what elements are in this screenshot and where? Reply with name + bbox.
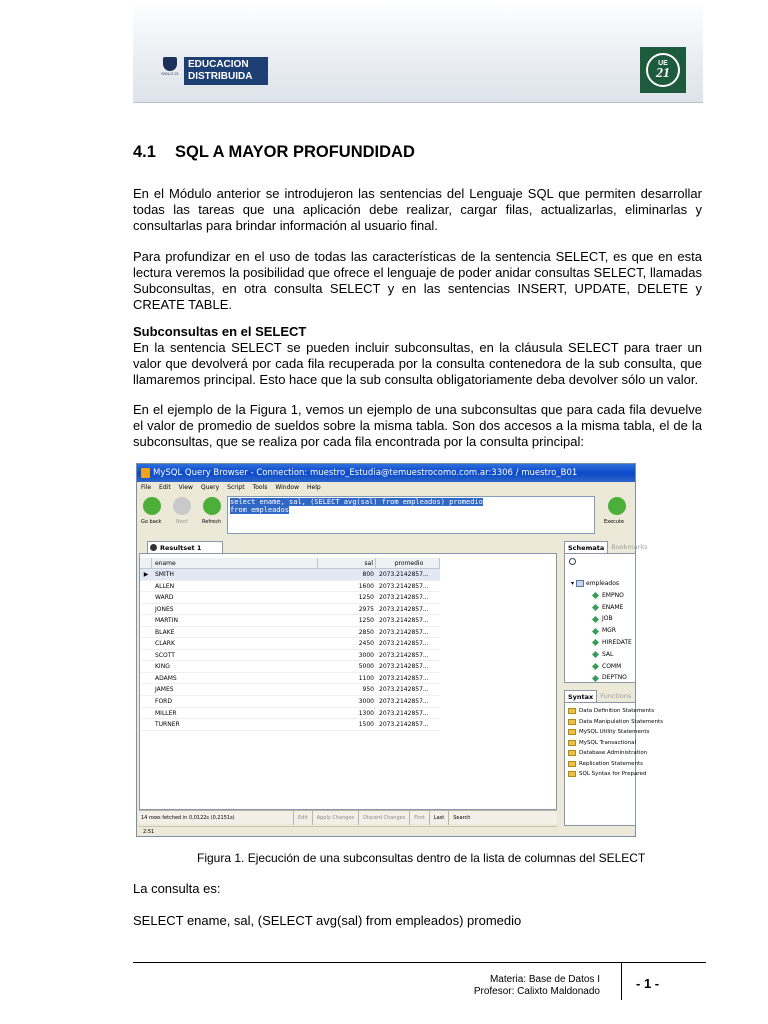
- table-row[interactable]: [140, 708, 440, 720]
- column-node[interactable]: DEPTNO: [571, 672, 632, 684]
- row-marker: ▶: [143, 571, 149, 578]
- logo-line-2: DISTRIBUIDA: [188, 71, 253, 82]
- query-editor[interactable]: [227, 496, 595, 534]
- paragraph-2: Para profundizar en el uso de todas las características de la sentencia SELECT, es que en esta lectura veremos la posibilidad que ofrece el lenguaje de poder anidar consultas SELECT, llamadas Subconsultas, en otra consulta SELECT y en las sentencias INSERT, UPDATE, DELETE y CREATE TABLE.: [133, 249, 702, 312]
- row-marker: [140, 604, 152, 615]
- menu-edit[interactable]: Edit: [159, 484, 171, 491]
- schemata-panel: [564, 553, 636, 683]
- go-back-icon[interactable]: [143, 497, 161, 515]
- tab-schemata[interactable]: Schemata: [564, 541, 608, 553]
- refresh-icon[interactable]: [203, 497, 221, 515]
- edit-button[interactable]: Edit: [293, 811, 312, 825]
- column-icon: [592, 616, 599, 623]
- table-row[interactable]: [140, 592, 440, 604]
- table-row[interactable]: [140, 673, 440, 685]
- column-icon: [592, 604, 599, 611]
- grid-rows: [140, 569, 440, 731]
- schema-tabs: [564, 541, 651, 553]
- cell-sal: 3000: [358, 698, 374, 706]
- column-ename[interactable]: ename: [152, 558, 318, 569]
- row-marker: [140, 650, 152, 661]
- folder-icon: [568, 708, 576, 714]
- cursor-position: 2:51: [139, 826, 557, 836]
- cell-promedio: 2073.2142857...: [379, 582, 429, 590]
- folder-icon: [568, 761, 576, 767]
- go-back-label: Go back: [141, 519, 162, 525]
- folder-icon: [568, 719, 576, 725]
- row-marker: [140, 719, 152, 730]
- cell-sal: 950: [362, 686, 374, 694]
- column-icon: [592, 675, 599, 682]
- cell-promedio: 2073.2142857...: [379, 605, 429, 613]
- cell-promedio: 2073.2142857...: [379, 721, 429, 729]
- rows-fetched-status: 14 rows fetched in 0,0122s (0,2151s): [141, 814, 235, 821]
- menu-window[interactable]: Window: [275, 484, 300, 491]
- syntax-panel: [564, 702, 663, 826]
- cell-ename: ADAMS: [155, 674, 177, 682]
- column-node[interactable]: COMM: [571, 661, 632, 673]
- cell-sal: 1600: [358, 582, 374, 590]
- cell-sal: 800: [362, 571, 374, 578]
- table-row[interactable]: [140, 684, 440, 696]
- cell-sal: 2850: [358, 628, 374, 636]
- subconsultas-heading: Subconsultas en el SELECT: [133, 324, 307, 339]
- table-icon: [576, 580, 584, 587]
- ue21-logo: UE 21: [640, 47, 686, 93]
- table-row[interactable]: [140, 569, 440, 581]
- cell-promedio: 2073.2142857...: [379, 686, 429, 694]
- window-titlebar: [137, 464, 635, 482]
- cell-ename: MILLER: [155, 709, 177, 717]
- cell-promedio: 2073.2142857...: [379, 594, 429, 602]
- page-header-band: [133, 0, 703, 103]
- page-number: - 1 -: [636, 976, 660, 991]
- figure-screenshot: [136, 463, 663, 837]
- folder-icon: [568, 729, 576, 735]
- cell-promedio: 2073.2142857...: [379, 698, 429, 706]
- syntax-item[interactable]: Data Definition Statements: [565, 706, 635, 717]
- paragraph-3: [133, 324, 702, 388]
- section-title-text: SQL A MAYOR PROFUNDIDAD: [175, 143, 415, 161]
- cell-promedio: 2073.2142857...: [379, 709, 429, 717]
- row-marker: [140, 627, 152, 638]
- menubar: [137, 482, 635, 494]
- row-marker: [140, 592, 152, 603]
- apply-changes-button[interactable]: Apply Changes: [312, 811, 358, 825]
- table-row[interactable]: [140, 661, 440, 673]
- menu-view[interactable]: View: [178, 484, 193, 491]
- paragraph-3-text: En la sentencia SELECT se pueden incluir subconsultas, en la cláusula SELECT para traer un valor que devolverá por cada fila recuperada por la consulta contenedora de la sub consulta, que llamaremos principal. Esto hace que la sub consulta obligatoriamente deba devolver sólo un valor.: [133, 340, 702, 387]
- row-marker: [140, 684, 152, 695]
- figure-caption: Figura 1. Ejecución de una subconsultas dentro de la lista de columnas del SELECT: [197, 851, 646, 865]
- cell-promedio: 2073.2142857...: [379, 617, 429, 625]
- menu-query[interactable]: Query: [200, 484, 220, 491]
- menu-help[interactable]: Help: [307, 484, 321, 491]
- row-marker: [140, 615, 152, 626]
- logo-line-1: EDUCACION: [188, 59, 249, 70]
- cell-sal: 5000: [358, 663, 374, 671]
- cell-ename: TURNER: [155, 721, 180, 729]
- tab-bookmarks[interactable]: Bookmarks: [611, 543, 648, 551]
- row-marker: [140, 581, 152, 592]
- column-icon: [592, 592, 599, 599]
- row-marker: [140, 708, 152, 719]
- syntax-item[interactable]: Database Administration: [565, 748, 635, 759]
- menu-tools[interactable]: Tools: [252, 484, 268, 491]
- column-sal[interactable]: sal: [318, 558, 376, 569]
- paragraph-1: En el Módulo anterior se introdujeron las sentencias del Lenguaje SQL que permiten desarrollar todas las tareas que una aplicación debe realizar, cargar filas, actualizarlas, eliminarlas y consultarlas para brindar información al usuario final.: [133, 186, 702, 233]
- execute-icon[interactable]: [608, 497, 626, 515]
- resultset-tab[interactable]: Resultset 1: [147, 541, 223, 553]
- section-title: [133, 143, 415, 162]
- result-grid: [139, 553, 557, 810]
- table-row[interactable]: [140, 638, 440, 650]
- menu-file[interactable]: File: [141, 484, 152, 491]
- table-row[interactable]: [140, 615, 440, 627]
- folder-icon: [568, 771, 576, 777]
- row-marker: [140, 696, 152, 707]
- cell-ename: SCOTT: [155, 651, 175, 659]
- paragraph-5: La consulta es:: [133, 881, 221, 896]
- first-button[interactable]: First: [409, 811, 429, 825]
- paragraph-4: En el ejemplo de la Figura 1, vemos un ejemplo de una subconsultas que para cada fila devuelve el valor de promedio de sueldos sobre la misma tabla. Son dos accesos a la misma tabla, el de la subconsultas, que se realiza por cada fila encontrada por la consulta principal:: [133, 402, 702, 449]
- table-row[interactable]: [140, 650, 440, 662]
- column-icon: [592, 651, 599, 658]
- folder-icon: [568, 740, 576, 746]
- syntax-item[interactable]: SQL Syntax for Prepared: [565, 769, 635, 780]
- table-row[interactable]: [140, 627, 440, 639]
- toolbar: [137, 494, 635, 536]
- footer-profesor: Profesor: Calixto Maldonado: [473, 986, 600, 997]
- crest-icon: SIGLO 21: [160, 57, 180, 85]
- column-icon: [592, 628, 599, 635]
- cell-sal: 1300: [358, 709, 374, 717]
- next-label: Next: [176, 519, 188, 525]
- row-marker: [140, 638, 152, 649]
- cell-sal: 2975: [358, 605, 374, 613]
- cell-sal: 2450: [358, 640, 374, 648]
- cell-ename: MARTIN: [155, 617, 178, 625]
- syntax-item[interactable]: MySQL Transactional: [565, 738, 635, 749]
- menu-script[interactable]: Script: [227, 484, 245, 491]
- row-marker: [140, 661, 152, 672]
- refresh-label: Refresh: [202, 519, 221, 525]
- column-icon: [592, 663, 599, 670]
- cell-ename: BLAKE: [155, 628, 175, 636]
- status-bar: [139, 810, 557, 824]
- cell-promedio: 2073.2142857...: [379, 571, 429, 578]
- cell-promedio: 2073.2142857...: [379, 640, 429, 648]
- last-button[interactable]: Last: [429, 811, 448, 825]
- column-icon: [592, 639, 599, 646]
- column-node[interactable]: SAL: [571, 649, 632, 661]
- cell-ename: JONES: [155, 605, 174, 613]
- execute-label: Execute: [604, 519, 624, 525]
- cell-ename: CLARK: [155, 640, 175, 648]
- mysql-app-icon: [141, 468, 150, 478]
- cell-ename: JAMES: [155, 686, 174, 694]
- column-node[interactable]: MGR: [571, 625, 632, 637]
- cell-ename: SMITH: [155, 571, 174, 578]
- grid-header: [140, 558, 440, 569]
- next-icon[interactable]: [173, 497, 191, 515]
- cell-promedio: 2073.2142857...: [379, 628, 429, 636]
- cell-promedio: 2073.2142857...: [379, 674, 429, 682]
- discard-changes-button[interactable]: Discard Changes: [358, 811, 409, 825]
- row-marker: [140, 673, 152, 684]
- query-line-2: from empleados: [230, 506, 290, 514]
- footer-materia: Materia: Base de Datos I: [489, 974, 600, 985]
- table-row[interactable]: [140, 696, 440, 708]
- section-number: 4.1: [133, 143, 156, 161]
- cell-ename: WARD: [155, 594, 174, 602]
- tab-syntax[interactable]: Syntax: [564, 690, 597, 702]
- search-button[interactable]: Search: [448, 811, 474, 825]
- cell-sal: 1250: [358, 617, 374, 625]
- footer-separator: [621, 962, 622, 1000]
- column-node[interactable]: HIREDATE: [571, 637, 632, 649]
- cell-promedio: 2073.2142857...: [379, 651, 429, 659]
- syntax-item[interactable]: Data Manipulation Statements: [565, 717, 635, 728]
- cell-promedio: 2073.2142857...: [379, 663, 429, 671]
- cell-sal: 1500: [358, 721, 374, 729]
- search-icon[interactable]: [569, 558, 576, 565]
- column-node[interactable]: ENAME: [571, 602, 632, 614]
- tab-functions[interactable]: Functions: [600, 692, 632, 700]
- cell-ename: KING: [155, 663, 170, 671]
- column-promedio[interactable]: promedio: [376, 558, 440, 569]
- educacion-distribuida-logo: [160, 57, 268, 85]
- column-node[interactable]: JOB: [571, 613, 632, 625]
- syntax-item[interactable]: MySQL Utility Statements: [565, 727, 635, 738]
- cell-sal: 1100: [358, 674, 374, 682]
- table-row[interactable]: [140, 581, 440, 593]
- table-row[interactable]: [140, 719, 440, 731]
- cell-sal: 3000: [358, 651, 374, 659]
- syntax-tabs: [564, 690, 634, 702]
- cell-ename: ALLEN: [155, 582, 175, 590]
- resultset-icon: [150, 544, 157, 551]
- folder-icon: [568, 750, 576, 756]
- query-text: SELECT ename, sal, (SELECT avg(sal) from empleados) promedio: [133, 913, 522, 928]
- syntax-item[interactable]: Replication Statements: [565, 759, 635, 770]
- footer-info: [474, 974, 600, 998]
- column-node[interactable]: EMPNO: [571, 590, 632, 602]
- cell-sal: 1250: [358, 594, 374, 602]
- schema-tree: [571, 578, 632, 684]
- cell-ename: FORD: [155, 698, 172, 706]
- window-title: MySQL Query Browser - Connection: muestro_Estudia@temuestrocomo.com.ar:3306 / muestro_B01: [153, 468, 578, 478]
- query-line-1: select ename, sal, (SELECT avg(sal) from empleados) promedio: [230, 498, 483, 506]
- table-row[interactable]: [140, 604, 440, 616]
- table-node[interactable]: ▾ empleados: [571, 580, 620, 587]
